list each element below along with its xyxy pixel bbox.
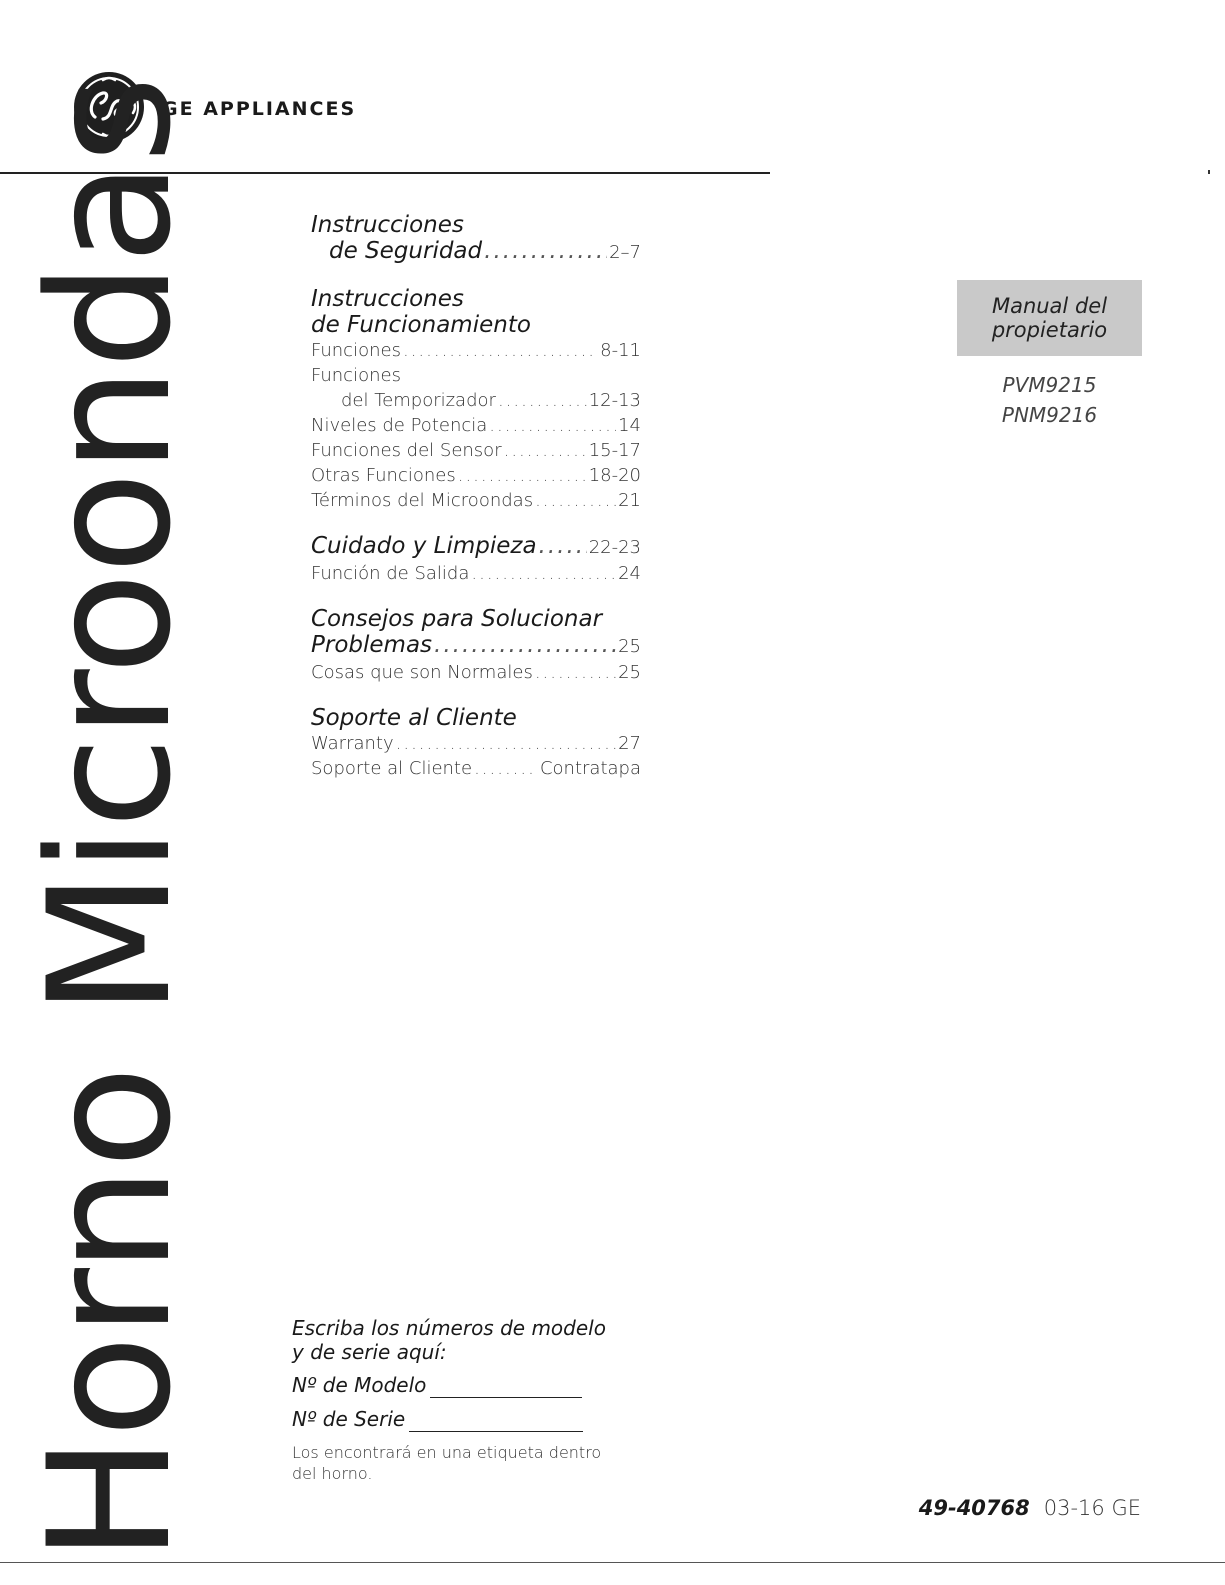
leader-dots: [458, 463, 587, 488]
toc-label: Funciones: [311, 365, 401, 386]
page-ref: 15-17: [588, 440, 641, 461]
page-ref: 27: [618, 733, 641, 754]
toc-section-support: [311, 705, 641, 781]
toc-label: Funciones del Sensor: [311, 440, 502, 461]
toc-label: Warranty: [311, 733, 394, 754]
leader-dots: [504, 438, 587, 463]
record-numbers-block: [292, 1316, 622, 1484]
leader-dots: [434, 632, 616, 658]
toc-label: Cosas que son Normales: [311, 662, 533, 683]
leader-dots: [498, 388, 587, 413]
section-title: Problemas: [311, 632, 433, 658]
toc-row: [311, 438, 641, 463]
page-ref: 8-11: [600, 340, 641, 361]
section-title: Cuidado y Limpieza: [311, 533, 537, 559]
section-title: de Funcionamiento: [311, 312, 531, 338]
toc-row: [311, 756, 641, 781]
toc-row: [311, 533, 641, 561]
leader-dots: [539, 533, 587, 559]
leader-dots: [535, 488, 616, 513]
record-heading: Escriba los números de modelo: [292, 1316, 606, 1340]
page-ref: 22-23: [588, 537, 641, 558]
toc-label: Niveles de Potencia: [311, 415, 488, 436]
leader-dots: [403, 338, 598, 363]
toc-label: Función de Salida: [311, 563, 470, 584]
serial-number-field: [292, 1406, 622, 1432]
toc-row: [311, 561, 641, 586]
page-ref: Contratapa: [539, 758, 641, 779]
page-ref: 12-13: [588, 390, 641, 411]
toc-row: [311, 463, 641, 488]
section-title: de Seguridad: [329, 238, 483, 264]
page-ref: 14: [618, 415, 641, 436]
write-in-line: [409, 1413, 583, 1432]
document-number: [919, 1496, 1141, 1520]
toc-row: [311, 413, 641, 438]
section-title: Consejos para Solucionar: [311, 606, 603, 632]
record-heading: y de serie aquí:: [292, 1340, 447, 1364]
toc-row: [311, 388, 641, 413]
leader-dots: [484, 238, 607, 264]
field-label: Nº de Modelo: [292, 1373, 427, 1397]
model-list: [957, 370, 1142, 430]
date-code: 03-16 GE: [1043, 1496, 1141, 1520]
product-title-vertical: Horno Microondas: [12, 77, 208, 1563]
toc-row: [311, 488, 641, 513]
leader-dots: [471, 561, 616, 586]
toc-row: [311, 338, 641, 363]
table-of-contents: [311, 212, 641, 801]
leader-dots: [535, 660, 616, 685]
toc-label: Términos del Microondas: [311, 490, 534, 511]
section-title: Instrucciones: [311, 212, 464, 238]
toc-section-care: [311, 533, 641, 586]
page-ref: 25: [618, 662, 641, 683]
brand-name: GE APPLIANCES: [162, 98, 357, 120]
owners-manual-badge: [957, 280, 1142, 356]
page-ref: 2–7: [609, 242, 641, 263]
toc-section-troubleshooting: [311, 606, 641, 685]
section-title: Soporte al Cliente: [311, 705, 517, 731]
page-ref: 21: [618, 490, 641, 511]
leader-dots: [489, 413, 616, 438]
badge-line: propietario: [991, 318, 1108, 342]
doc-number: 49-40768: [918, 1496, 1030, 1520]
toc-row: [311, 660, 641, 685]
page-ref: 24: [618, 563, 641, 584]
toc-label: Soporte al Cliente: [311, 758, 473, 779]
page-ref: 18-20: [588, 465, 641, 486]
toc-row: [311, 731, 641, 756]
toc-label: Otras Funciones: [311, 465, 456, 486]
toc-section-operating: [311, 286, 641, 513]
model-number: PVM9215: [1002, 373, 1097, 397]
badge-line: Manual del: [991, 294, 1108, 318]
model-number: PNM9216: [1001, 403, 1098, 427]
field-label: Nº de Serie: [292, 1407, 406, 1431]
section-title: Instrucciones: [311, 286, 464, 312]
leader-dots: [396, 731, 616, 756]
leader-dots: [474, 756, 538, 781]
toc-row: [311, 632, 641, 660]
toc-row: [311, 238, 641, 266]
record-note: Los encontrará en una etiqueta dentro del horno.: [292, 1443, 602, 1483]
edge-mark: [1208, 170, 1210, 174]
bottom-divider: [0, 1562, 1225, 1563]
write-in-line: [430, 1379, 582, 1398]
toc-label: del Temporizador: [341, 390, 496, 411]
page-ref: 25: [618, 636, 641, 657]
model-number-field: [292, 1372, 622, 1398]
toc-label: Funciones: [311, 340, 401, 361]
toc-section-safety: [311, 212, 641, 266]
